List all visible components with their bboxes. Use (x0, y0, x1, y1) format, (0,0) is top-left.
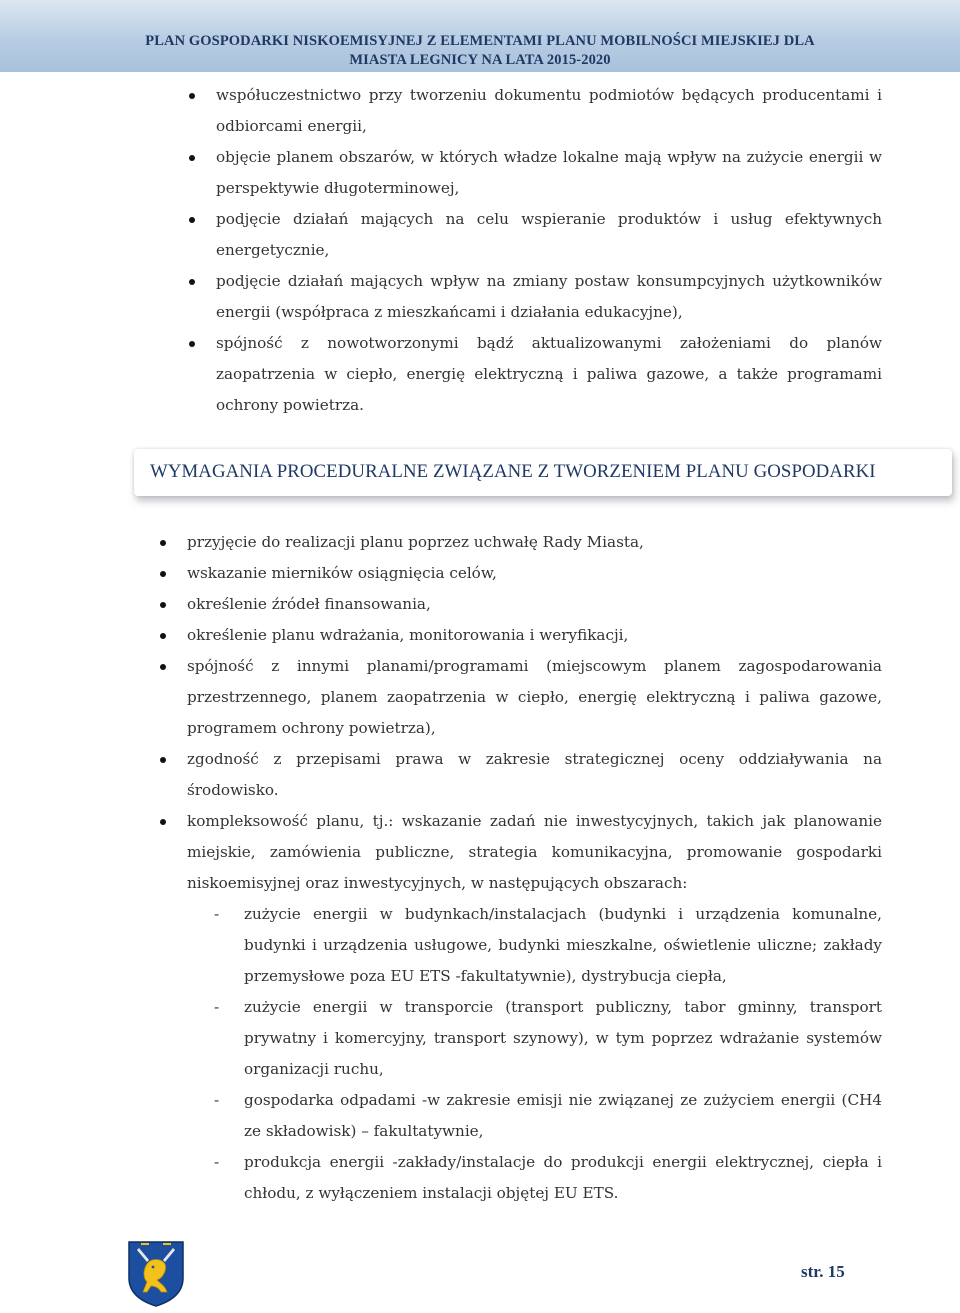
areas-sublist (187, 899, 882, 1209)
list-item (216, 80, 882, 142)
list-item (187, 620, 882, 651)
sublist-item-text: produkcja energii -zakłady/instalacje do produkcji energii elektrycznej, ciepła i chłodu, z wyłączeniem instalacji objętej EU ETS. (244, 1153, 882, 1202)
bullet-icon (160, 571, 166, 577)
bullet-icon (189, 341, 195, 347)
list-item (216, 328, 882, 421)
list-item (187, 651, 882, 744)
page-number: str. 15 (801, 1262, 845, 1281)
list-item-text: podjęcie działań mających na celu wspieranie produktów i usług efektywnych energetycznie, (216, 210, 882, 259)
requirements-list (187, 527, 882, 1209)
document-title-line-1: PLAN GOSPODARKI NISKOEMISYJNEJ Z ELEMENTAMI PLANU MOBILNOŚCI MIEJSKIEJ DLA (145, 33, 815, 49)
list-item (187, 744, 882, 806)
list-item (187, 806, 882, 1209)
list-item (216, 204, 882, 266)
bullet-icon (160, 757, 166, 763)
sublist-item-text: gospodarka odpadami -w zakresie emisji nie związanej ze zużyciem energii (CH4 ze składowisk) – fakultatywnie, (244, 1091, 882, 1140)
list-item-text: spójność z nowotworzonymi bądź aktualizowanymi założeniami do planów zaopatrzenia w ciepło, energię elektryczną i paliwa gazowe, a także programami ochrony powietrza. (216, 334, 882, 414)
bullet-icon (189, 93, 195, 99)
list-item-text: określenie źródeł finansowania, (187, 595, 431, 613)
list-item-text: objęcie planem obszarów, w których władze lokalne mają wpływ na zużycie energii w perspektywie długoterminowej, (216, 148, 882, 197)
document-title (0, 0, 960, 70)
dash-bullet-icon: - (214, 1153, 220, 1171)
objectives-list (216, 80, 882, 421)
bullet-icon (160, 540, 166, 546)
list-item-text: podjęcie działań mających wpływ na zmiany postaw konsumpcyjnych użytkowników energii (współpraca z mieszkańcami i działania edukacyjne), (216, 272, 882, 321)
bullet-icon (160, 819, 166, 825)
list-item (187, 558, 882, 589)
list-item-text: określenie planu wdrażania, monitorowania i weryfikacji, (187, 626, 629, 644)
sublist-item (214, 992, 882, 1085)
sublist-item-text: zużycie energii w transporcie (transport publiczny, tabor gminny, transport prywatny i komercyjny, transport szynowy), w tym poprzez wdrażanie systemów organizacji ruchu, (244, 998, 882, 1078)
section-heading: WYMAGANIA PROCEDURALNE ZWIĄZANE Z TWORZENIEM PLANU GOSPODARKI (150, 461, 876, 482)
sublist-item (214, 1147, 882, 1209)
bullet-icon (189, 217, 195, 223)
sublist-item-text: zużycie energii w budynkach/instalacjach (budynki i urządzenia komunalne, budynki i urządzenia usługowe, budynki mieszkalne, oświetlenie uliczne; zakłady przemysłowe poza EU ETS -fakultatywnie), dystrybucja ciepła, (244, 905, 882, 985)
list-item (216, 266, 882, 328)
bullet-icon (160, 664, 166, 670)
list-item-text: zgodność z przepisami prawa w zakresie strategicznej oceny oddziaływania na środowisko. (187, 750, 882, 799)
sublist-item (214, 899, 882, 992)
page-header (0, 0, 960, 72)
list-item (187, 589, 882, 620)
list-item (216, 142, 882, 204)
bullet-icon (160, 633, 166, 639)
list-item-text: wskazanie mierników osiągnięcia celów, (187, 564, 497, 582)
bullet-icon (189, 155, 195, 161)
list-item-text: spójność z innymi planami/programami (miejscowym planem zagospodarowania przestrzennego, planem zaopatrzenia w ciepło, energię elektryczną i paliwa gazowe, programem ochrony powietrza), (187, 657, 882, 737)
list-item-text: kompleksowość planu, tj.: wskazanie zadań nie inwestycyjnych, takich jak planowanie miejskie, zamówienia publiczne, strategia komunikacyjna, promowanie gospodarki niskoemisyjnej oraz inwestycyjnych, w następujących obszarach: (187, 812, 882, 892)
dash-bullet-icon: - (214, 1091, 220, 1109)
list-item-text: współuczestnictwo przy tworzeniu dokumentu podmiotów będących producentami i odbiorcami energii, (216, 86, 882, 135)
list-item-text: przyjęcie do realizacji planu poprzez uchwałę Rady Miasta, (187, 533, 644, 551)
bullet-icon (160, 602, 166, 608)
sublist-item (214, 1085, 882, 1147)
legnica-coat-of-arms-icon (127, 1240, 185, 1307)
dash-bullet-icon: - (214, 905, 220, 923)
bullet-icon (189, 279, 195, 285)
list-item (187, 527, 882, 558)
dash-bullet-icon: - (214, 998, 220, 1016)
document-title-line-2: MIASTA LEGNICY NA LATA 2015-2020 (349, 52, 611, 68)
